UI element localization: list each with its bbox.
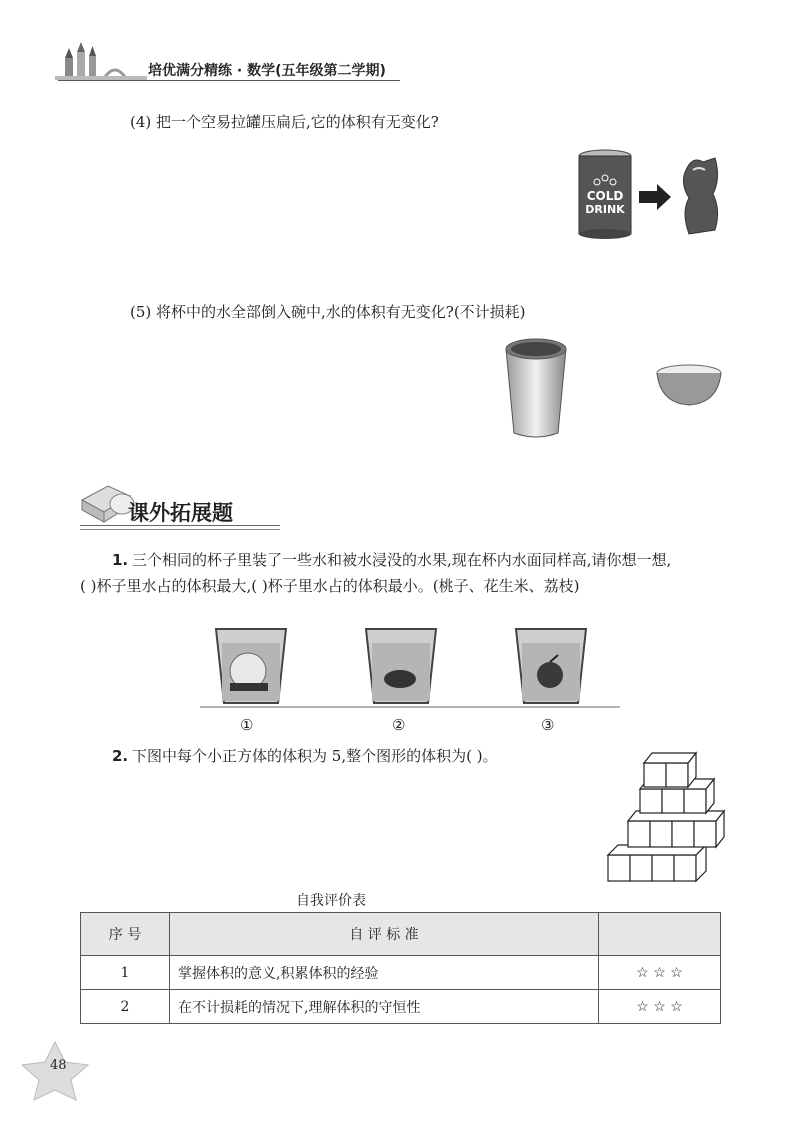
eval-table — [80, 912, 721, 1024]
question-5-text: (5) 将杯中的水全部倒入碗中,水的体积有无变化?(不计损耗) — [130, 303, 526, 321]
row-criterion: 掌握体积的意义,积累体积的经验 — [170, 956, 599, 990]
header-no: 序 号 — [81, 913, 170, 956]
star-rating[interactable]: ☆ ☆ ☆ — [599, 990, 721, 1024]
glass-label-1: ① — [240, 716, 254, 734]
header-decoration-icon — [55, 40, 150, 82]
row-criterion: 在不计损耗的情况下,理解体积的守恒性 — [170, 990, 599, 1024]
header-divider — [58, 80, 400, 81]
table-row — [81, 990, 721, 1024]
exercise-1-line1: 三个相同的杯子里装了一些水和被水浸没的水果,现在杯内水面同样高,请你想一想, — [132, 551, 672, 569]
table-row — [81, 956, 721, 990]
cube-stack-illustration — [604, 745, 728, 893]
star-rating[interactable]: ☆ ☆ ☆ — [599, 956, 721, 990]
can-label-line2: DRINK — [585, 203, 625, 216]
can-label-line1: COLD — [586, 189, 624, 203]
header-title: 培优满分精练 · 数学(五年级第二学期) — [148, 63, 386, 79]
page-number: 48 — [50, 1058, 67, 1073]
header-criterion: 自 评 标 准 — [170, 913, 599, 956]
bowl-illustration — [654, 363, 724, 411]
eval-table-header-row — [81, 913, 721, 956]
exercise-1-number: 1. — [112, 551, 129, 569]
section-underline — [80, 525, 280, 526]
exercise-2-number: 2. — [112, 747, 129, 765]
exercise-2-text: 下图中每个小正方体的体积为 5,整个图形的体积为( )。 — [132, 747, 498, 765]
glass-label-2: ② — [392, 716, 406, 734]
glasses-illustration — [200, 625, 620, 715]
header-rating — [599, 913, 721, 956]
section-title: 课外拓展题 — [128, 501, 233, 525]
glass-label-3: ③ — [541, 716, 555, 734]
exercise-1-line2: ( )杯子里水占的体积最大,( )杯子里水占的体积最小。(桃子、花生米、荔枝) — [80, 577, 580, 595]
row-no: 2 — [81, 990, 170, 1024]
arrow-right-icon — [639, 184, 671, 210]
row-no: 1 — [81, 956, 170, 990]
cup-illustration — [500, 335, 570, 441]
section-underline-thin — [80, 529, 280, 530]
question-4-text: (4) 把一个空易拉罐压扁后,它的体积有无变化? — [130, 113, 439, 131]
can-illustration — [575, 148, 735, 240]
eval-table-title: 自我评价表 — [296, 893, 366, 909]
